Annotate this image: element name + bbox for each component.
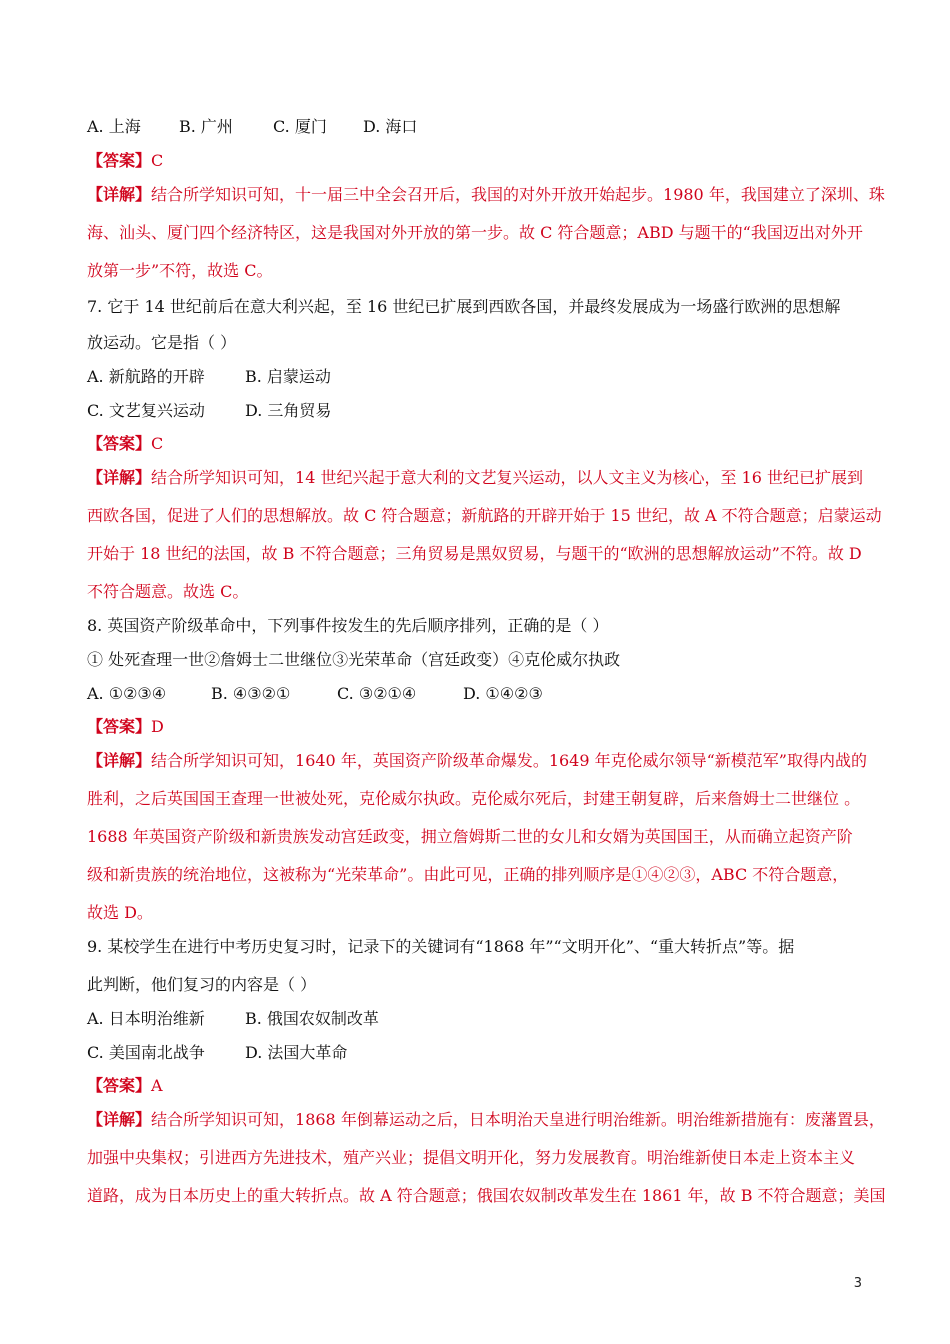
q6-options xyxy=(87,117,417,137)
q6-answer xyxy=(87,151,163,171)
q8-stem-line-1: 8. 英国资产阶级革命中，下列事件按发生的先后顺序排列，正确的是（ ） xyxy=(87,616,609,635)
q7-detail-line-3: 开始于 18 世纪的法国，故 B 不符合题意；三角贸易是黑奴贸易，与题干的“欧洲的思想解放运动”不符。故 D xyxy=(87,544,862,563)
q9-options-row-1 xyxy=(87,1009,379,1029)
q6-option-d: D. 海口 xyxy=(363,117,418,136)
q8-detail-line-2: 胜利，之后英国国王查理一世被处死，克伦威尔执政。克伦威尔死后，封建王朝复辟，后来詹姆士二世继位 。 xyxy=(87,789,861,808)
page-number: 3 xyxy=(853,1276,862,1291)
answer-value: C xyxy=(151,151,164,170)
q8-answer xyxy=(87,717,164,737)
q6-option-a: A. 上海 xyxy=(87,117,141,136)
q9-option-a: A. 日本明治维新 xyxy=(87,1009,205,1028)
q8-options xyxy=(87,684,543,704)
q8-detail-line-3: 1688 年英国资产阶级和新贵族发动宫廷政变，拥立詹姆斯二世的女儿和女婿为英国国王，从而确立起资产阶 xyxy=(87,827,853,846)
q7-option-b: B. 启蒙运动 xyxy=(245,367,331,386)
q6-detail-line-2: 海、汕头、厦门四个经济特区，这是我国对外开放的第一步。故 C 符合题意；ABD 与题干的“我国迈出对外开 xyxy=(87,223,863,242)
q9-detail-line-3: 道路，成为日本历史上的重大转折点。故 A 符合题意；俄国农奴制改革发生在 1861 年，故 B 不符合题意；美国 xyxy=(87,1186,886,1205)
q7-option-d: D. 三角贸易 xyxy=(245,401,332,420)
answer-label: 【答案】 xyxy=(87,1076,152,1095)
q8-option-a: A. ①②③④ xyxy=(87,684,167,703)
q9-stem-line-1: 9. 某校学生在进行中考历史复习时，记录下的关键词有“1868 年”“文明开化”、“重大转折点”等。据 xyxy=(87,937,795,956)
q7-options-row-1 xyxy=(87,367,331,387)
q9-options-row-2 xyxy=(87,1043,347,1063)
q6-detail-line-1: 【详解】结合所学知识可知，十一届三中全会召开后，我国的对外开放开始起步。1980 年，我国建立了深圳、珠 xyxy=(87,185,885,204)
q7-option-a: A. 新航路的开辟 xyxy=(87,367,205,386)
detail-label: 【详解】 xyxy=(87,468,152,487)
q9-option-d: D. 法国大革命 xyxy=(245,1043,348,1062)
q6-option-c: C. 厦门 xyxy=(273,117,327,136)
q9-stem-line-2: 此判断，他们复习的内容是（ ） xyxy=(87,975,317,994)
q7-detail-line-2: 西欧各国，促进了人们的思想解放。故 C 符合题意；新航路的开辟开始于 15 世纪，故 A 不符合题意；启蒙运动 xyxy=(87,506,882,525)
answer-value: C xyxy=(151,434,164,453)
q9-option-c: C. 美国南北战争 xyxy=(87,1043,205,1062)
q6-option-b: B. 广州 xyxy=(179,117,233,136)
q7-detail-line-1: 【详解】结合所学知识可知，14 世纪兴起于意大利的文艺复兴运动，以人文主义为核心，至 16 世纪已扩展到 xyxy=(87,468,863,487)
answer-value: A xyxy=(151,1076,163,1095)
q8-detail-line-5: 故选 D。 xyxy=(87,903,153,922)
q9-detail-line-2: 加强中央集权；引进西方先进技术，殖产兴业；提倡文明开化，努力发展教育。明治维新使日本走上资本主义 xyxy=(87,1148,856,1167)
q8-stem-line-2: ① 处死查理一世②詹姆士二世继位③光荣革命（宫廷政变）④克伦威尔执政 xyxy=(87,650,621,669)
answer-label: 【答案】 xyxy=(87,151,152,170)
q7-options-row-2 xyxy=(87,401,331,421)
detail-label: 【详解】 xyxy=(87,751,152,770)
q7-stem-line-2: 放运动。它是指（ ） xyxy=(87,333,237,352)
q7-stem-line-1: 7. 它于 14 世纪前后在意大利兴起，至 16 世纪已扩展到西欧各国，并最终发展成为一场盛行欧洲的思想解 xyxy=(87,297,841,316)
answer-value: D xyxy=(151,717,164,736)
detail-label: 【详解】 xyxy=(87,1110,152,1129)
q8-option-b: B. ④③②① xyxy=(211,684,291,703)
q9-answer xyxy=(87,1076,163,1096)
q7-answer xyxy=(87,434,163,454)
q9-option-b: B. 俄国农奴制改革 xyxy=(245,1009,379,1028)
q8-option-d: D. ①④②③ xyxy=(463,684,543,703)
q8-option-c: C. ③②①④ xyxy=(337,684,417,703)
q9-detail-line-1: 【详解】结合所学知识可知，1868 年倒幕运动之后，日本明治天皇进行明治维新。明治维新措施有：废藩置县， xyxy=(87,1110,885,1129)
detail-label: 【详解】 xyxy=(87,185,152,204)
q8-detail-line-1: 【详解】结合所学知识可知，1640 年，英国资产阶级革命爆发。1649 年克伦威尔领导“新模范军”取得内战的 xyxy=(87,751,867,770)
answer-label: 【答案】 xyxy=(87,717,152,736)
q8-detail-line-4: 级和新贵族的统治地位，这被称为“光荣革命”。由此可见，正确的排列顺序是①④②③，ABC 不符合题意， xyxy=(87,865,849,884)
q7-detail-line-4: 不符合题意。故选 C。 xyxy=(87,582,249,601)
q6-detail-line-3: 放第一步”不符，故选 C。 xyxy=(87,261,273,280)
q7-option-c: C. 文艺复兴运动 xyxy=(87,401,205,420)
answer-label: 【答案】 xyxy=(87,434,152,453)
